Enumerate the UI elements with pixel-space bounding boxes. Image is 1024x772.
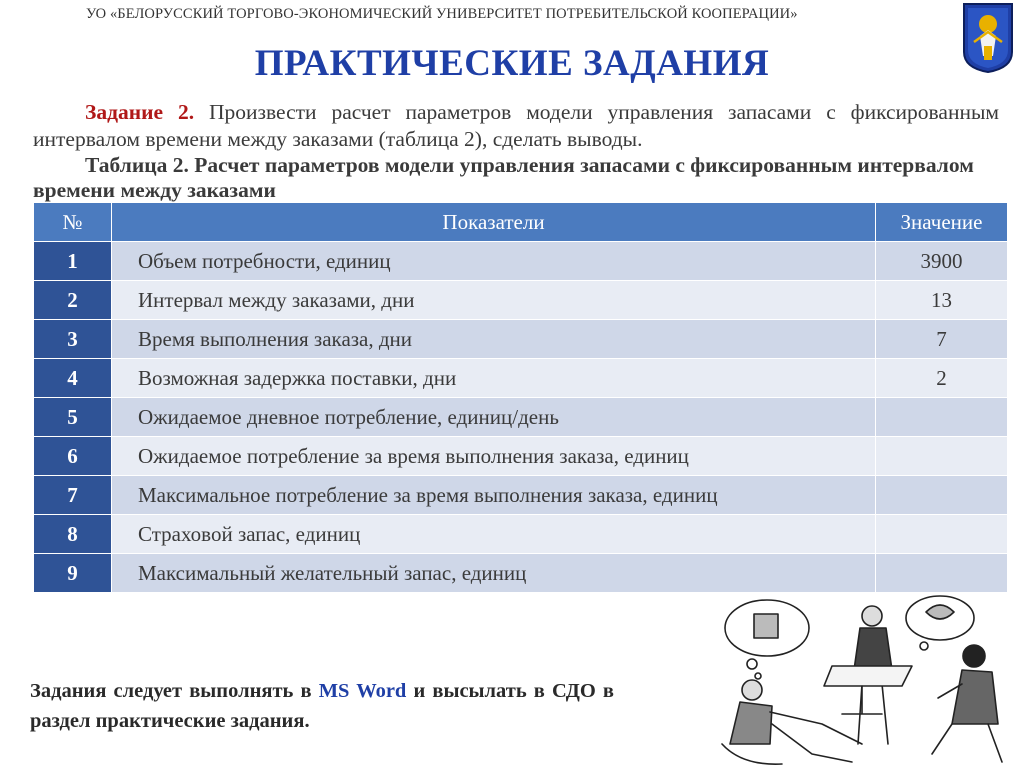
row-value: 7: [876, 320, 1008, 359]
table-row: [34, 281, 1008, 320]
row-value: [876, 515, 1008, 554]
table-row: [34, 398, 1008, 437]
note-part1: Задания следует выполнять в: [30, 680, 319, 702]
task-description: [33, 99, 999, 153]
row-name: Страховой запас, единиц: [112, 515, 876, 554]
table-row: [34, 476, 1008, 515]
page-title: ПРАКТИЧЕСКИЕ ЗАДАНИЯ: [254, 43, 770, 84]
row-name: Объем потребности, единиц: [112, 242, 876, 281]
row-num: 4: [34, 359, 112, 398]
row-name: Возможная задержка поставки, дни: [112, 359, 876, 398]
row-name: Ожидаемое дневное потребление, единиц/день: [112, 398, 876, 437]
row-num: 7: [34, 476, 112, 515]
row-num: 6: [34, 437, 112, 476]
table-row: [34, 515, 1008, 554]
row-value: [876, 398, 1008, 437]
business-meeting-sketch-icon: [712, 594, 1024, 767]
note-highlight: MS Word: [318, 680, 407, 702]
note-part2: и высылать в СДО в раздел практические задания.: [30, 680, 614, 732]
parameters-table: [33, 202, 1008, 593]
row-value: [876, 476, 1008, 515]
table-row: [34, 554, 1008, 593]
row-value: [876, 437, 1008, 476]
task-lead: Задание 2.: [85, 100, 195, 124]
table-row: [34, 242, 1008, 281]
header-value: Значение: [876, 203, 1008, 242]
task-text: Произвести расчет параметров модели управления запасами с фиксированным интервалом времени между заказами (таблица 2), сделать выводы.: [33, 100, 1000, 151]
header-num: №: [34, 203, 112, 242]
row-value: 2: [876, 359, 1008, 398]
table-row: [34, 359, 1008, 398]
table-caption: [33, 153, 999, 203]
row-value: 3900: [876, 242, 1008, 281]
row-value: 13: [876, 281, 1008, 320]
row-name: Максимальный желательный запас, единиц: [112, 554, 876, 593]
submission-note: [30, 676, 614, 736]
row-value: [876, 554, 1008, 593]
row-num: 2: [34, 281, 112, 320]
row-name: Максимальное потребление за время выполнения заказа, единиц: [112, 476, 876, 515]
table-row: [34, 320, 1008, 359]
row-name: Ожидаемое потребление за время выполнения заказа, единиц: [112, 437, 876, 476]
row-name: Интервал между заказами, дни: [112, 281, 876, 320]
row-num: 3: [34, 320, 112, 359]
row-num: 5: [34, 398, 112, 437]
table-caption-text: Таблица 2. Расчет параметров модели управления запасами с фиксированным интервалом времени между заказами: [33, 153, 974, 202]
row-name: Время выполнения заказа, дни: [112, 320, 876, 359]
table-row: [34, 437, 1008, 476]
table-header-row: [34, 203, 1008, 242]
header-name: Показатели: [112, 203, 876, 242]
row-num: 1: [34, 242, 112, 281]
row-num: 9: [34, 554, 112, 593]
row-num: 8: [34, 515, 112, 554]
university-header: УО «БЕЛОРУССКИЙ ТОРГОВО-ЭКОНОМИЧЕСКИЙ УНИВЕРСИТЕТ ПОТРЕБИТЕЛЬСКОЙ КООПЕРАЦИИ»: [86, 6, 798, 22]
